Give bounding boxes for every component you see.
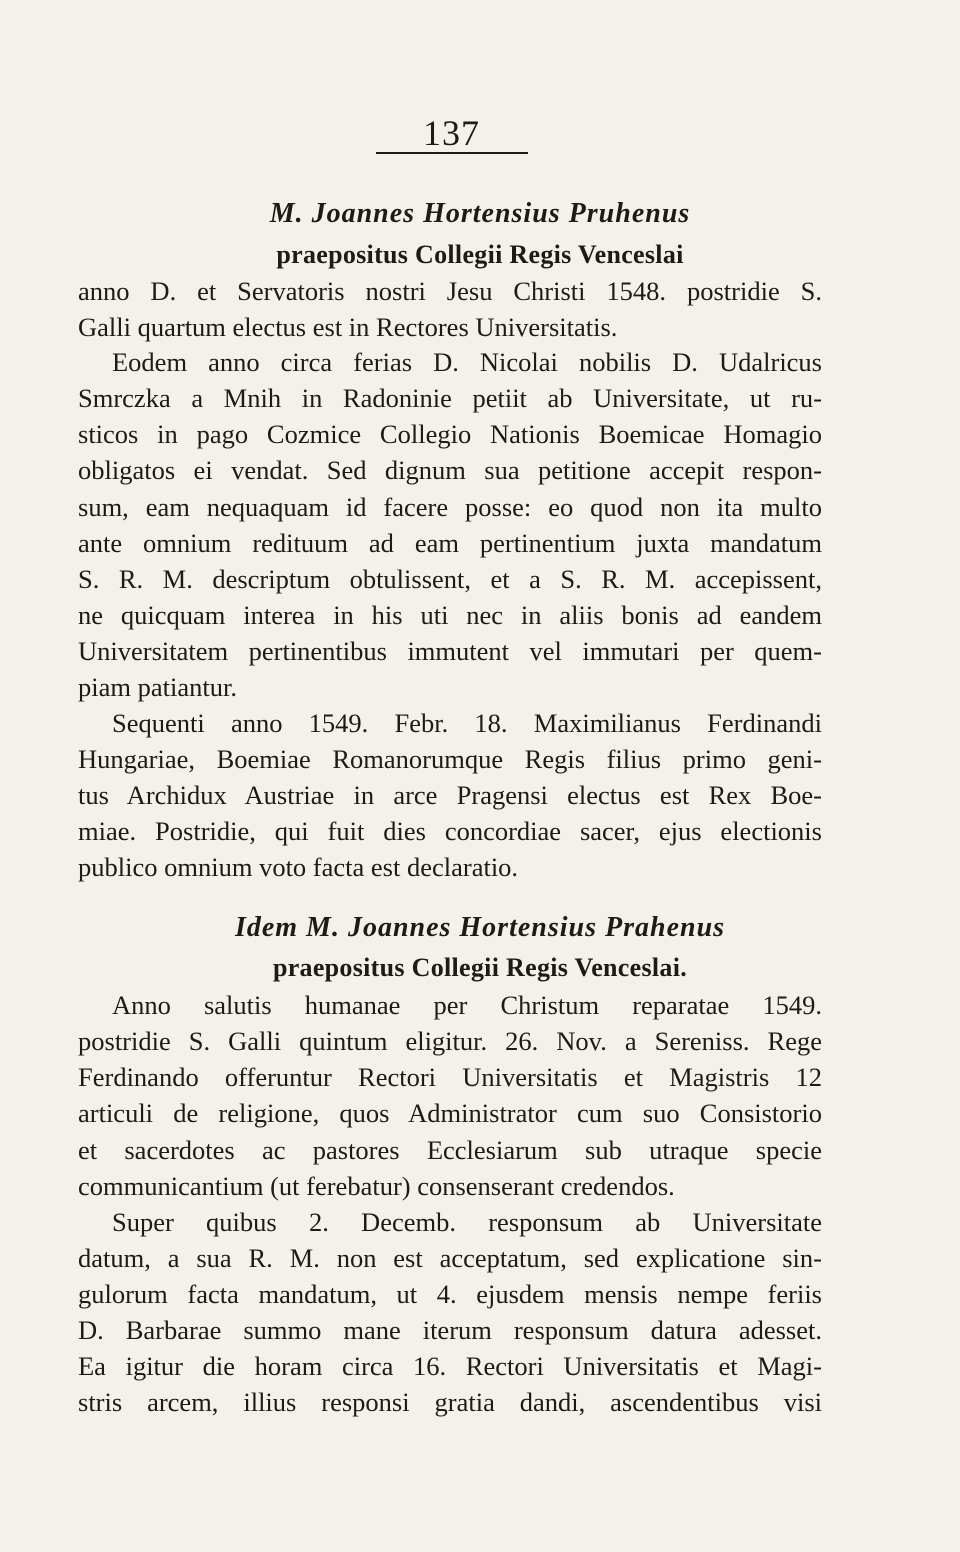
text-line: sum, eam nequaquam id facere posse: eo quod non ita multo <box>78 492 822 522</box>
text-line: ante omnium redituum ad eam pertinentium juxta mandatum <box>78 528 822 558</box>
page-number: 137 <box>423 113 480 153</box>
text-line: sticos in pago Cozmice Collegio Nationis Boemicae Homagio <box>78 419 822 449</box>
text-line: Hungariae, Boemiae Romanorumque Regis filius primo geni- <box>78 744 822 774</box>
text-line: articuli de religione, quos Administrator cum suo Consistorio <box>78 1098 822 1128</box>
text-line: miae. Postridie, qui fuit dies concordiae sacer, ejus electionis <box>78 816 822 846</box>
text-line: Ferdinando offeruntur Rectori Universitatis et Magistris 12 <box>78 1062 822 1092</box>
text-line: piam patiantur. <box>78 672 237 702</box>
text-line: datum, a sua R. M. non est acceptatum, sed explicatione sin- <box>78 1243 822 1273</box>
text-line: S. R. M. descriptum obtulissent, et a S. R. M. accepissent, <box>78 564 822 594</box>
section-subheading-2: praepositus Collegii Regis Venceslai. <box>272 953 688 982</box>
page-number-rule <box>376 152 528 154</box>
text-line: obligatos ei vendat. Sed dignum sua petitione accepit respon- <box>78 455 822 485</box>
text-line: postridie S. Galli quintum eligitur. 26. Nov. a Sereniss. Rege <box>78 1026 822 1056</box>
section-heading-1: M. Joannes Hortensius Pruhenus <box>269 198 691 229</box>
text-line: et sacerdotes ac pastores Ecclesiarum sub utraque specie <box>78 1135 822 1165</box>
text-line: Sequenti anno 1549. Febr. 18. Maximilianus Ferdinandi <box>112 708 822 738</box>
text-line: Smrczka a Mnih in Radoninie petiit ab Universitate, ut ru- <box>78 383 822 413</box>
text-line: publico omnium voto facta est declaratio. <box>78 852 519 882</box>
text-line: Galli quartum electus est in Rectores Universitatis. <box>78 312 618 342</box>
section-subheading-1: praepositus Collegii Regis Venceslai <box>276 240 684 269</box>
text-line: Super quibus 2. Decemb. responsum ab Universitate <box>112 1207 822 1237</box>
text-line: gulorum facta mandatum, ut 4. ejusdem mensis nempe feriis <box>78 1279 822 1309</box>
text-line: communicantium (ut ferebatur) consenserant credendos. <box>78 1171 675 1201</box>
text-line: anno D. et Servatoris nostri Jesu Christi 1548. postridie S. <box>78 276 822 306</box>
text-line: ne quicquam interea in his uti nec in aliis bonis ad eandem <box>78 600 822 630</box>
text-line: Ea igitur die horam circa 16. Rectori Universitatis et Magi- <box>78 1351 822 1381</box>
text-line: stris arcem, illius responsi gratia dandi, ascendentibus visi <box>78 1387 822 1417</box>
text-line: tus Archidux Austriae in arce Pragensi electus est Rex Boe- <box>78 780 822 810</box>
text-line: Universitatem pertinentibus immutent vel immutari per quem- <box>78 636 822 666</box>
section-heading-2: Idem M. Joannes Hortensius Prahenus <box>234 912 726 943</box>
text-line: Anno salutis humanae per Christum reparatae 1549. <box>112 990 822 1020</box>
text-line: D. Barbarae summo mane iterum responsum datura adesset. <box>78 1315 822 1345</box>
text-line: Eodem anno circa ferias D. Nicolai nobilis D. Udalricus <box>112 347 822 377</box>
